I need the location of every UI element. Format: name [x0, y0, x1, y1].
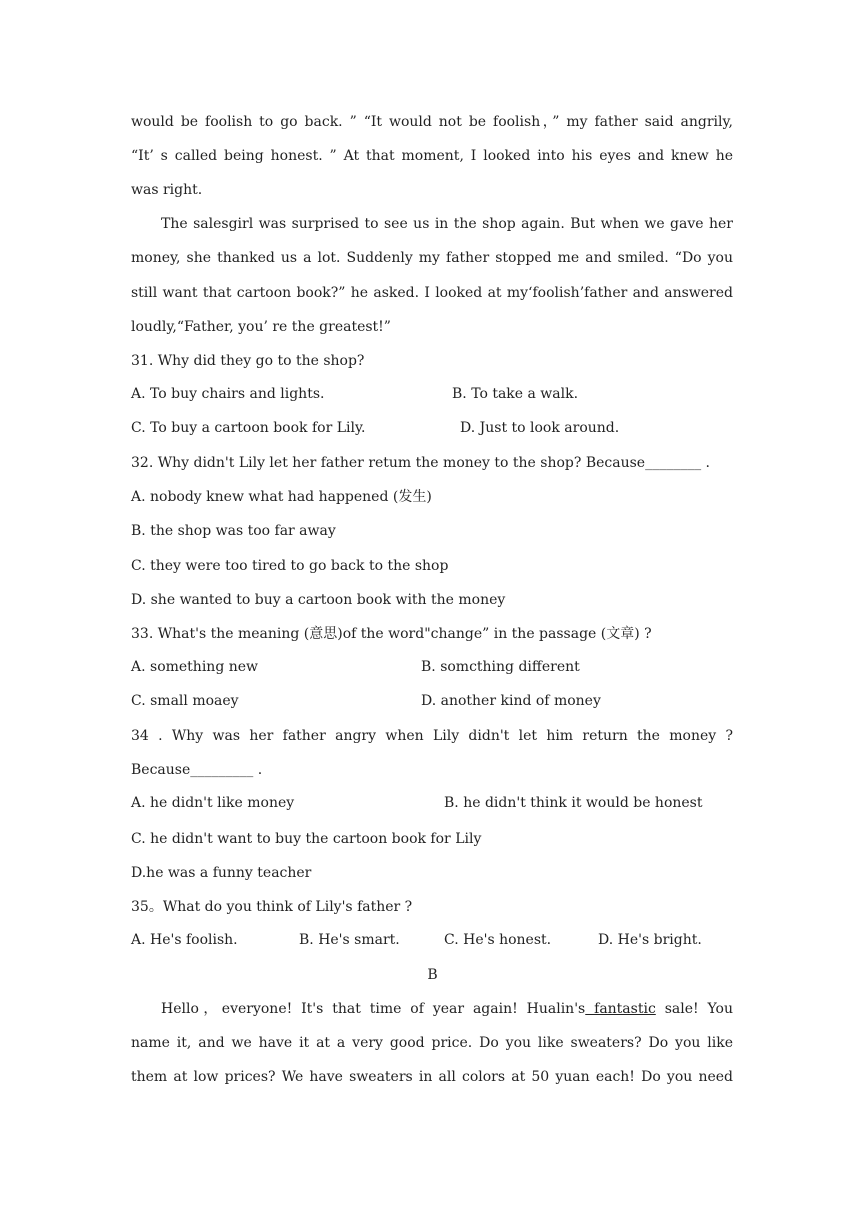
passage-line: “It’ s called being honest. ” At that moment, I looked into his eyes and knew he — [131, 148, 733, 164]
q32-option-c: C. they were too tired to go back to the shop — [131, 558, 449, 574]
q35-option-c: C. He's honest. — [444, 932, 552, 948]
q35-option-b: B. He's smart. — [299, 932, 400, 948]
q31-option-c: C. To buy a cartoon book for Lily. — [131, 420, 366, 436]
passage-b-text: Hello，everyone! It's that time of year again! Hualin's — [161, 1001, 586, 1017]
q32-option-b: B. the shop was too far away — [131, 523, 336, 539]
passage-b-line: them at low prices? We have sweaters in all colors at 50 yuan each! Do you need — [131, 1069, 733, 1085]
q31-option-a: A. To buy chairs and lights. — [131, 386, 325, 402]
q32-option-d: D. she wanted to buy a cartoon book with the money — [131, 592, 506, 608]
question-33-stem: 33. What's the meaning (意思)of the word"change” in the passage (文章) ? — [131, 626, 652, 642]
passage-line: loudly,“Father, you’ re the greatest!” — [131, 319, 391, 335]
q34-option-a: A. he didn't like money — [131, 795, 295, 811]
passage-line: The salesgirl was surprised to see us in the shop again. But when we gave her — [161, 216, 733, 232]
question-34-stem-cont: Because_________ . — [131, 762, 263, 778]
question-34-stem: 34 . Why was her father angry when Lily didn't let him return the money ? — [131, 728, 733, 744]
passage-line: money, she thanked us a lot. Suddenly my father stopped me and smiled. “Do you — [131, 250, 733, 266]
question-31-stem: 31. Why did they go to the shop? — [131, 353, 365, 369]
underlined-word: fantastic — [585, 1001, 656, 1017]
q32-option-a: A. nobody knew what had happened (发生) — [131, 489, 432, 505]
question-32-stem: 32. Why didn't Lily let her father retum the money to the shop? Because________ . — [131, 455, 710, 471]
q35-option-a: A. He's foolish. — [131, 932, 238, 948]
passage-b-line: name it, and we have it at a very good price. Do you like sweaters? Do you like — [131, 1035, 733, 1051]
passage-line: still want that cartoon book?” he asked. I looked at my‘foolish’father and answered — [131, 285, 733, 301]
question-35-stem: 35。What do you think of Lily's father ? — [131, 899, 413, 915]
passage-b-line — [161, 1000, 733, 1018]
section-b-heading: B — [427, 967, 438, 983]
q33-option-d: D. another kind of money — [421, 693, 601, 709]
q33-option-b: B. somcthing different — [421, 659, 580, 675]
passage-line: would be foolish to go back. ” “It would not be foolish，” my father said angrily, — [131, 114, 733, 130]
q31-option-d: D. Just to look around. — [460, 420, 620, 436]
q35-option-d: D. He's bright. — [598, 932, 702, 948]
q31-option-b: B. To take a walk. — [452, 386, 579, 402]
passage-line: was right. — [131, 182, 203, 198]
q34-option-d: D.he was a funny teacher — [131, 865, 312, 881]
q33-option-a: A. something new — [131, 659, 259, 675]
q33-option-c: C. small moaey — [131, 693, 239, 709]
q34-option-c: C. he didn't want to buy the cartoon book for Lily — [131, 831, 482, 847]
passage-b-text: sale! You — [655, 1001, 733, 1017]
q34-option-b: B. he didn't think it would be honest — [444, 795, 703, 811]
